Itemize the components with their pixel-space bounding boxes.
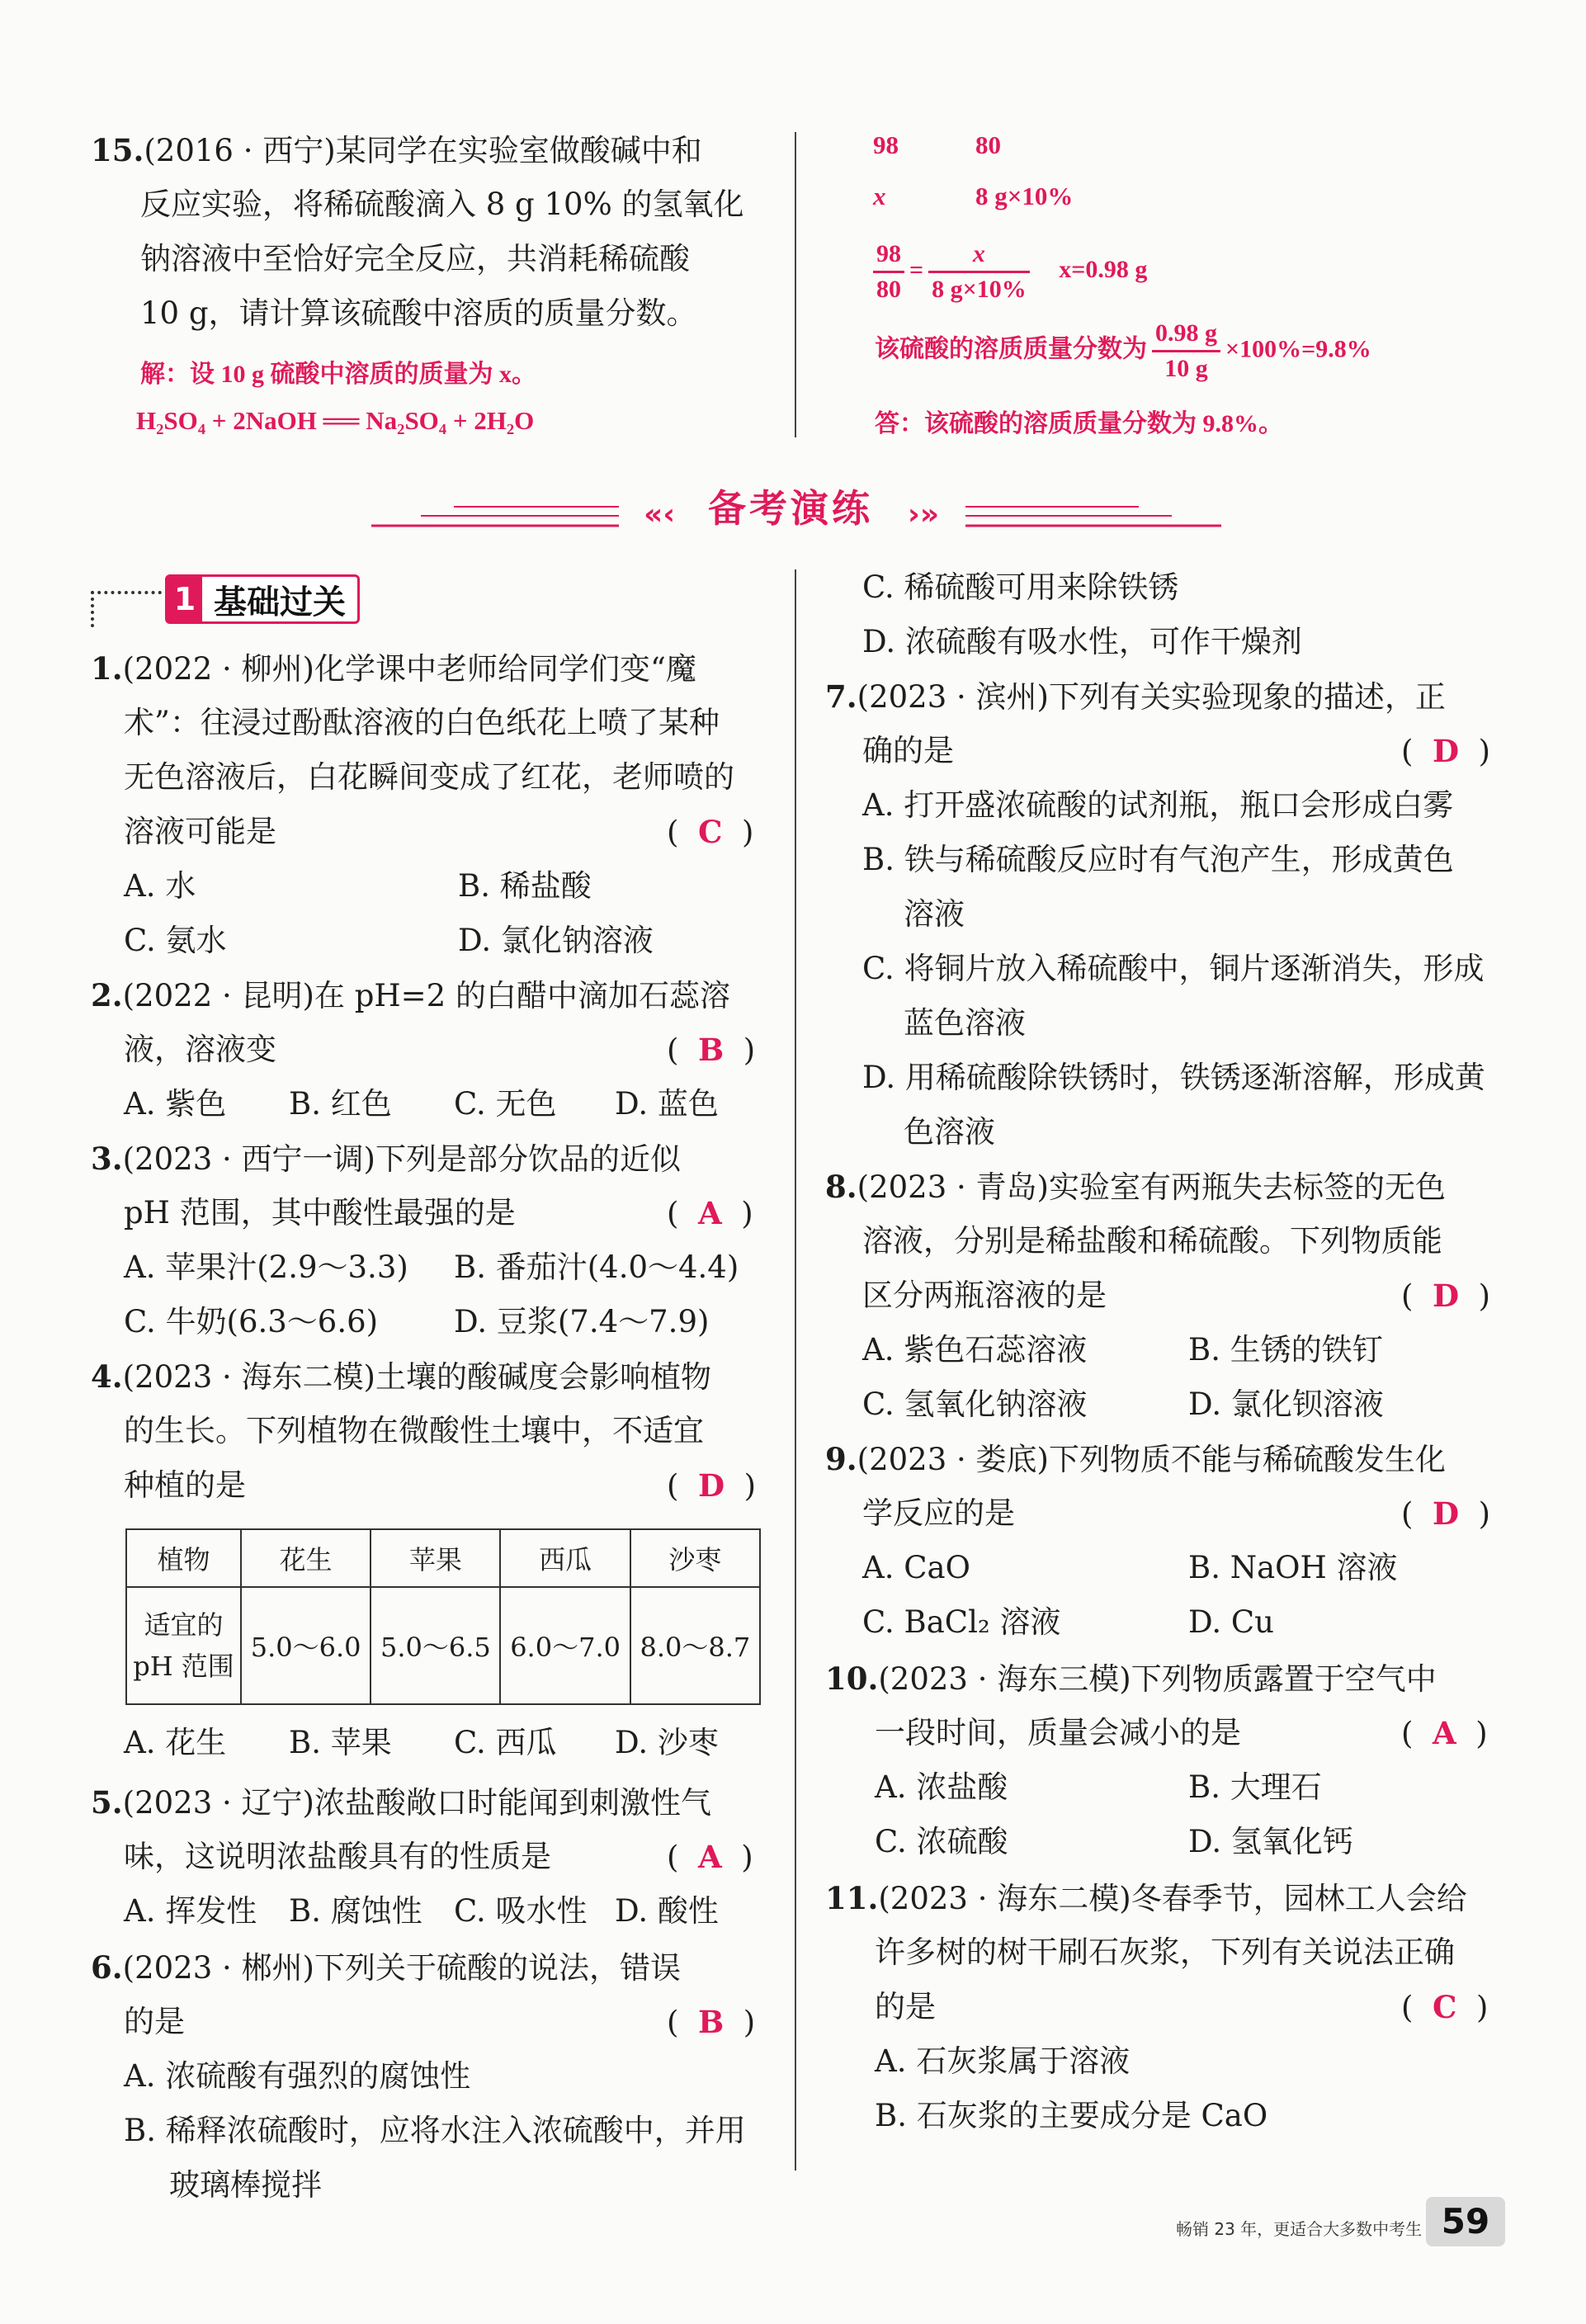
q8-line-2: 溶液，分别是稀盐酸和稀硫酸。下列物质能 [862,1223,1442,1259]
q15-equation: H₂SO₄ + 2NaOH ══ Na₂SO₄ + 2H₂O [136,406,535,435]
q8-option-a: A. 紫色石蕊溶液 [862,1332,1088,1367]
q4-option-c: C. 西瓜 [454,1725,557,1760]
q8-option-c: C. 氢氧化钠溶液 [862,1386,1088,1422]
q5-option-a: A. 挥发性 [124,1893,257,1929]
q7-option-d: D. 用稀硫酸除铁锈时，铁锈逐渐溶解，形成黄 [862,1060,1485,1095]
q9-line-2: 学反应的是 [862,1495,1015,1531]
q6-line-1: 6.(2023 · 郴州)下列关于硫酸的说法，错误 [91,1949,681,1986]
q1-option-c: C. 氨水 [124,923,227,958]
q5-option-b: B. 腐蚀性 [289,1893,422,1929]
q3-line-1: 3.(2023 · 西宁一调)下列是部分饮品的近似 [91,1141,681,1177]
q15-line-3: 钠溶液中至恰好完全反应，共消耗稀硫酸 [140,241,690,276]
q4-answer: ( D ) [667,1467,757,1504]
q2-line-1: 2.(2022 · 昆明)在 pH=2 的白醋中滴加石蕊溶 [91,977,730,1013]
ph-table-header-row [126,1529,760,1587]
q9-option-b: B. NaOH 溶液 [1188,1550,1398,1585]
q7-option-c-cont: 蓝色溶液 [904,1005,1026,1041]
q2-answer: ( B ) [667,1032,756,1068]
q15-ratio-98: 98 [873,130,899,159]
q5-option-c: C. 吸水性 [454,1893,588,1929]
q1-option-d: D. 氯化钠溶液 [458,923,654,958]
q9-answer: ( D ) [1401,1495,1491,1532]
q1-option-a: A. 水 [124,868,196,904]
q15-line-2: 反应实验，将稀硫酸滴入 8 g 10% 的氢氧化 [140,187,744,222]
q1-line-3: 无色溶液后，白花瞬间变成了红花，老师喷的 [124,759,734,795]
q5-answer: ( A ) [667,1839,753,1875]
q10-option-a: A. 浓盐酸 [875,1769,1008,1805]
q3-option-c: C. 牛奶(6.3～6.6) [124,1304,379,1339]
q6-option-b: B. 稀释浓硫酸时，应将水注入浓硫酸中，并用 [124,2113,746,2148]
q3-option-b: B. 番茄汁(4.0～4.4) [454,1249,739,1285]
q15-mass-frac: $\frac{0.98 g}{10 g}$ [1152,317,1220,385]
q4-option-a: A. 花生 [124,1725,227,1760]
q1-line-1: 1.(2022 · 柳州)化学课中老师给同学们变“魔 [91,650,696,687]
q7-line-2: 确的是 [862,733,954,768]
q6-line-2: 的是 [124,2004,185,2039]
q15-solution-label: 解：设 10 g 硫酸中溶质的质量为 x。 [140,361,536,388]
q10-line-1: 10.(2023 · 海东三模)下列物质露置于空气中 [825,1660,1437,1697]
q15-frac-left: $\frac{98}{80}$ [873,238,904,306]
q11-line-1: 11.(2023 · 海东二模)冬春季节，园林工人会给 [825,1880,1467,1916]
q2-option-b: B. 红色 [289,1086,392,1122]
ph-table [125,1528,761,1705]
q4-option-b: B. 苹果 [289,1725,392,1760]
q4-line-2: 的生长。下列植物在微酸性土壤中，不适宜 [124,1413,704,1448]
q9-option-d: D. Cu [1188,1604,1275,1640]
banner-right-chevrons: ›» [908,498,940,531]
q15-ratio-x: x [873,182,886,210]
q4-line-1: 4.(2023 · 海东二模)土壤的酸碱度会影响植物 [91,1358,711,1395]
q2-line-2: 液，溶液变 [124,1032,276,1067]
q8-option-b: B. 生锈的铁钉 [1188,1332,1383,1367]
top-column-divider [795,132,796,437]
q7-answer: ( D ) [1401,733,1491,769]
q15-solve-x: x=0.98 g [1059,256,1148,284]
q1-line-4: 溶液可能是 [124,814,276,849]
q1-option-b: B. 稀盐酸 [458,868,592,904]
q5-line-1: 5.(2023 · 辽宁)浓盐酸敞口时能闻到刺激性气 [91,1784,711,1821]
q10-answer: ( A ) [1401,1715,1488,1751]
q8-option-d: D. 氯化钡溶液 [1188,1386,1384,1422]
q11-line-2: 许多树的树干刷石灰浆，下列有关说法正确 [875,1934,1455,1970]
q8-line-1: 8.(2023 · 青岛)实验室有两瓶失去标签的无色 [825,1169,1446,1205]
q4-option-d: D. 沙枣 [615,1725,719,1760]
footer-slogan: 畅销 23 年，更适合大多数中考生 [1176,2219,1423,2239]
q2-option-c: C. 无色 [454,1086,557,1122]
q9-line-1: 9.(2023 · 娄底)下列物质不能与稀硫酸发生化 [825,1441,1446,1477]
ph-table-cell: 8.0～8.7 [630,1587,760,1704]
q2-option-d: D. 蓝色 [615,1086,719,1122]
banner-left-chevrons: «‹ [644,498,676,531]
subsection-title: 基础过关 [214,583,346,621]
q10-line-2: 一段时间，质量会减小的是 [875,1715,1241,1750]
q10-option-b: B. 大理石 [1188,1769,1322,1805]
subsection-heading [165,574,360,624]
q3-option-d: D. 豆浆(7.4～7.9) [454,1304,710,1339]
section-banner-title: 备考演练 [708,486,873,531]
ph-table-row-label: 适宜的 pH 范围 [126,1587,241,1704]
q7-option-d-cont: 色溶液 [904,1114,995,1150]
ph-table-cell: 6.0～7.0 [500,1587,630,1704]
q6-option-c: C. 稀硫酸可用来除铁锈 [862,569,1179,605]
q11-line-3: 的是 [875,1989,936,2024]
q6-option-d: D. 浓硫酸有吸水性，可作干燥剂 [862,624,1302,659]
ph-table-header: 花生 [241,1529,371,1587]
subsection-number-badge: 1 [168,577,202,621]
q8-line-3: 区分两瓶溶液的是 [862,1278,1107,1313]
q10-option-c: C. 浓硫酸 [875,1824,1008,1859]
q6-answer: ( B ) [667,2004,756,2040]
ph-table-cell: 5.0～6.5 [371,1587,500,1704]
q15-ratio-naoh: 8 g×10% [975,182,1074,210]
ph-table-header: 苹果 [371,1529,500,1587]
q11-option-b: B. 石灰浆的主要成分是 CaO [875,2098,1268,2133]
q7-option-c: C. 将铜片放入稀硫酸中，铜片逐渐消失，形成 [862,951,1485,986]
q6-option-a: A. 浓硫酸有强烈的腐蚀性 [124,2058,471,2094]
q1-line-2: 术”：往浸过酚酞溶液的白色纸花上喷了某种 [124,705,720,740]
ph-table-header: 植物 [126,1529,241,1587]
q4-line-3: 种植的是 [124,1467,246,1503]
ph-table-cell: 5.0～6.0 [241,1587,371,1704]
ph-table-value-row [126,1587,760,1704]
q9-option-a: A. CaO [862,1550,970,1585]
q9-option-c: C. BaCl₂ 溶液 [862,1604,1061,1640]
q10-option-d: D. 氢氧化钙 [1188,1824,1353,1859]
q15-number: 15. [91,132,144,168]
q15-frac-right: $\frac{x}{8 g\times 10\%}$ [928,238,1030,306]
q7-option-b-cont: 溶液 [904,896,965,932]
ph-table-header: 西瓜 [500,1529,630,1587]
q11-answer: ( C ) [1401,1989,1489,2025]
q11-option-a: A. 石灰浆属于溶液 [875,2043,1130,2079]
subsection-dots [91,591,168,627]
q1-answer: ( C ) [667,814,754,850]
main-column-divider [795,569,796,2170]
q7-line-1: 7.(2023 · 滨州)下列有关实验现象的描述，正 [825,678,1446,715]
q5-line-2: 味，这说明浓盐酸具有的性质是 [124,1839,551,1874]
q15-answer-line: 答：该硫酸的溶质质量分数为 9.8%。 [875,410,1283,437]
q3-option-a: A. 苹果汁(2.9～3.3) [124,1249,408,1285]
ph-table-header: 沙枣 [630,1529,760,1587]
q15-mass-fraction: 该硫酸的溶质质量分数为 $\frac{0.98 g}{10 g}$ ×100%=9.8% [875,317,1371,385]
q15-proportion: $\frac{98}{80}$ = $\frac{x}{8 g\times 10\%}$ x=0.98 g [868,238,1147,306]
q2-option-a: A. 紫色 [124,1086,227,1122]
q15-question: 15.(2016 · 西宁)某同学在实验室做酸碱中和 [91,132,702,168]
q5-option-d: D. 酸性 [615,1893,719,1929]
q15-line-4: 10 g，请计算该硫酸中溶质的质量分数。 [140,295,697,331]
q3-answer: ( A ) [667,1195,753,1231]
q3-line-2: pH 范围，其中酸性最强的是 [124,1195,516,1230]
page-number: 59 [1426,2197,1505,2246]
q15-ratio-80: 80 [975,130,1001,159]
q6-option-b-cont: 玻璃棒搅拌 [169,2167,322,2203]
q7-option-b: B. 铁与稀硫酸反应时有气泡产生，形成黄色 [862,842,1454,877]
q8-answer: ( D ) [1401,1278,1491,1314]
q7-option-a: A. 打开盛浓硫酸的试剂瓶，瓶口会形成白雾 [862,787,1454,823]
